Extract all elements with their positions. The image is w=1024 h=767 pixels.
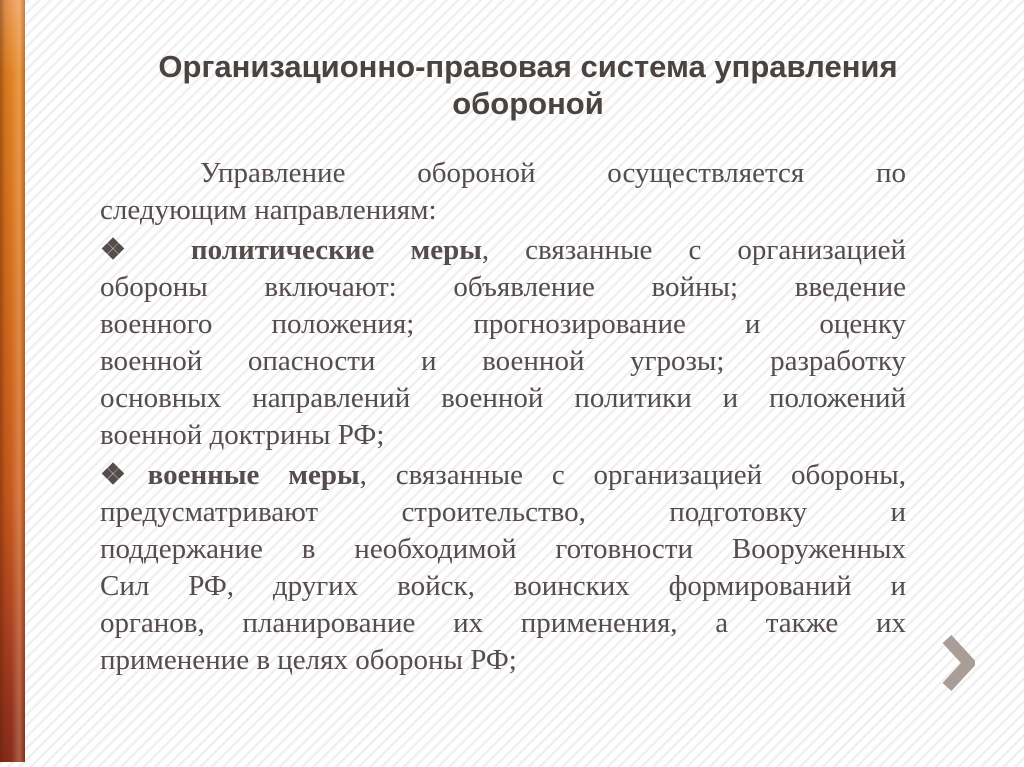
- text-segment: применение в целях обороны РФ;: [100, 644, 517, 676]
- text-line: [100, 457, 906, 494]
- text-segment: поддержание в необходимой готовности Вооруженных: [100, 533, 906, 565]
- text-segment: , связанные с организацией обороны,: [359, 459, 906, 491]
- text-line: [100, 568, 906, 605]
- text-line: [100, 417, 906, 454]
- text-segment: , связанные с организацией: [481, 234, 906, 266]
- bullet-lead-text: ❖военные меры: [100, 459, 360, 491]
- text-segment: предусматривают строительство, подготовку и: [100, 496, 906, 528]
- text-line: [100, 531, 906, 568]
- text-segment: Управление обороной осуществляется по: [200, 157, 906, 189]
- text-line: [100, 343, 906, 380]
- text-segment: обороны включают: объявление войны; введение: [100, 271, 906, 303]
- intro-paragraph: [100, 155, 906, 229]
- text-line: [100, 192, 906, 229]
- text-segment: органов, планирование их применения, а также их: [100, 607, 906, 639]
- bullet-political-measures: [100, 232, 906, 454]
- text-segment: Сил РФ, других войск, воинских формирований и: [100, 570, 906, 602]
- slide-title: [32, 48, 1024, 122]
- text-segment: основных направлений военной политики и положений: [100, 382, 906, 414]
- bullet-military-measures: [100, 457, 906, 679]
- text-line: [100, 155, 906, 192]
- text-line: [100, 380, 906, 417]
- text-line: [100, 605, 906, 642]
- text-line: [100, 232, 906, 269]
- text-segment: военной доктрины РФ;: [100, 419, 385, 451]
- text-segment: следующим направлениям:: [100, 194, 437, 226]
- text-segment: военного положения; прогнозирование и оценку: [100, 308, 906, 340]
- text-segment: военной опасности и военной угрозы; разработку: [100, 345, 906, 377]
- text-line: [100, 642, 906, 679]
- text-line: [100, 269, 906, 306]
- chevron-right-icon[interactable]: [941, 634, 975, 692]
- text-line: [100, 494, 906, 531]
- slide-body: [100, 155, 906, 682]
- left-accent-bar: [0, 0, 25, 762]
- text-line: [100, 306, 906, 343]
- bullet-lead-text: ❖ политические меры: [100, 234, 482, 266]
- slide-title-text: Организационно-правовая система управления обороной: [158, 49, 898, 121]
